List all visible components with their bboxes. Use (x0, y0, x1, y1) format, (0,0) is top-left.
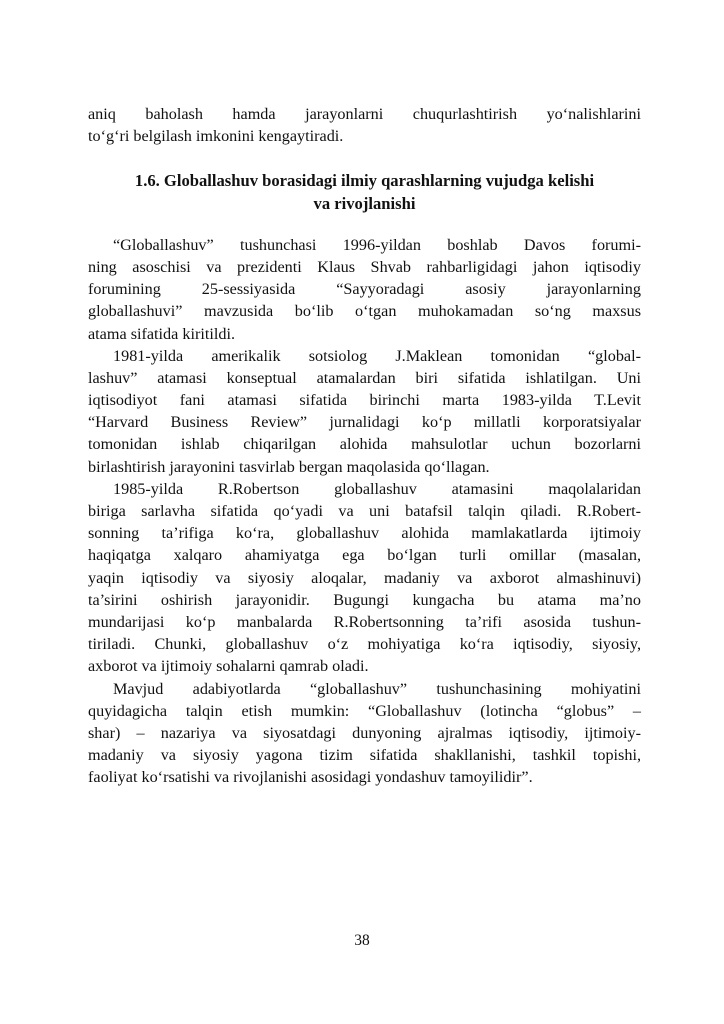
text-line: sonning ta’rifiga ko‘ra, globallashuv alohida mamlakatlarda ijtimoiy (88, 524, 641, 543)
text-line: biriga sarlavha sifatida qo‘yadi va uni batafsil talqin qiladi. R.Robert- (88, 502, 641, 521)
text-line: birlashtirish jarayonini tasvirlab bergan maqolasida qo‘llagan. (88, 457, 490, 476)
text-line: tomonidan ishlab chiqarilgan alohida mahsulotlar uchun bozorlarni (88, 435, 641, 454)
text-line: ta’sirini oshirish jarayonidir. Bugungi kungacha bu atama ma’no (88, 590, 641, 609)
text-line: 1985-yilda R.Robertson globallashuv atamasini maqolalaridan (113, 479, 641, 498)
text-line: lashuv” atamasi konseptual atamalardan biri sifatida ishlatilgan. Uni (88, 368, 641, 387)
section-heading-line-2: va rivojlanishi (313, 193, 416, 213)
text-line: Mavjud adabiyotlarda “globallashuv” tushunchasining mohiyatini (113, 679, 641, 698)
text-line: forumining 25-sessiyasida “Sayyoradagi asosiy jarayonlarning (88, 280, 641, 299)
text-line: shar) – nazariya va siyosatdagi dunyoning ajralmas iqtisodiy, ijtimoiy- (88, 723, 641, 742)
paragraph-1985-robertson (88, 478, 641, 678)
text-line: “Globallashuv” tushunchasi 1996-yildan boshlab Davos forumi- (113, 235, 641, 254)
text-line: axborot va ijtimoiy sohalarni qamrab oladi. (88, 657, 369, 676)
text-line: aniq baholash hamda jarayonlarni chuqurlashtirish yo‘nalishlarini (88, 105, 641, 123)
text-line: quyidagicha talqin etish mumkin: “Globallashuv (lotincha “globus” – (88, 701, 641, 720)
paragraph-definition (88, 678, 641, 789)
text-line: 1981-yilda amerikalik sotsiolog J.Maklean tomonidan “global- (113, 346, 641, 365)
page-number: 38 (354, 932, 370, 949)
intro-paragraph (88, 103, 641, 147)
text-line: mundarijasi ko‘p manbalarda R.Robertsonning ta’rifi asosida tushun- (88, 612, 641, 631)
text-line: atama sifatida kiritildi. (88, 324, 235, 343)
section-heading-line-1: 1.6. Globallashuv borasidagi ilmiy qarashlarning vujudga kelishi (134, 171, 595, 191)
text-line: ning asoschisi va prezidenti Klaus Shvab rahbarligidagi jahon iqtisodiy (88, 257, 641, 276)
text-line: haqiqatga xalqaro ahamiyatga ega bo‘lgan turli omillar (masalan, (88, 546, 641, 565)
section-heading (88, 170, 641, 214)
text-line: “Harvard Business Review” jurnalidagi ko‘p millatli korporatsiyalar (88, 413, 641, 432)
text-line: globallashuvi” mavzusida bo‘lib o‘tgan muhokamadan so‘ng maxsus (88, 302, 641, 321)
text-line: yaqin iqtisodiy va siyosiy aloqalar, madaniy va axborot almashinuvi) (88, 568, 641, 587)
text-line: to‘g‘ri belgilash imkonini kengaytiradi. (88, 127, 344, 146)
text-line: iqtisodiyot fani atamasi sifatida birinchi marta 1983-yilda T.Levit (88, 391, 641, 410)
text-line: tiriladi. Chunki, globallashuv o‘z mohiyatiga ko‘ra iqtisodiy, siyosiy, (88, 635, 641, 654)
text-block (88, 103, 641, 788)
paragraph-1981-maklean (88, 345, 641, 478)
text-line: madaniy va siyosiy yagona tizim sifatida shakllanishi, tashkil topishi, (88, 746, 641, 765)
paragraph-globallashuv-term (88, 234, 641, 345)
text-line: faoliyat ko‘rsatishi va rivojlanishi asosidagi yondashuv tamoyilidir”. (88, 768, 533, 787)
